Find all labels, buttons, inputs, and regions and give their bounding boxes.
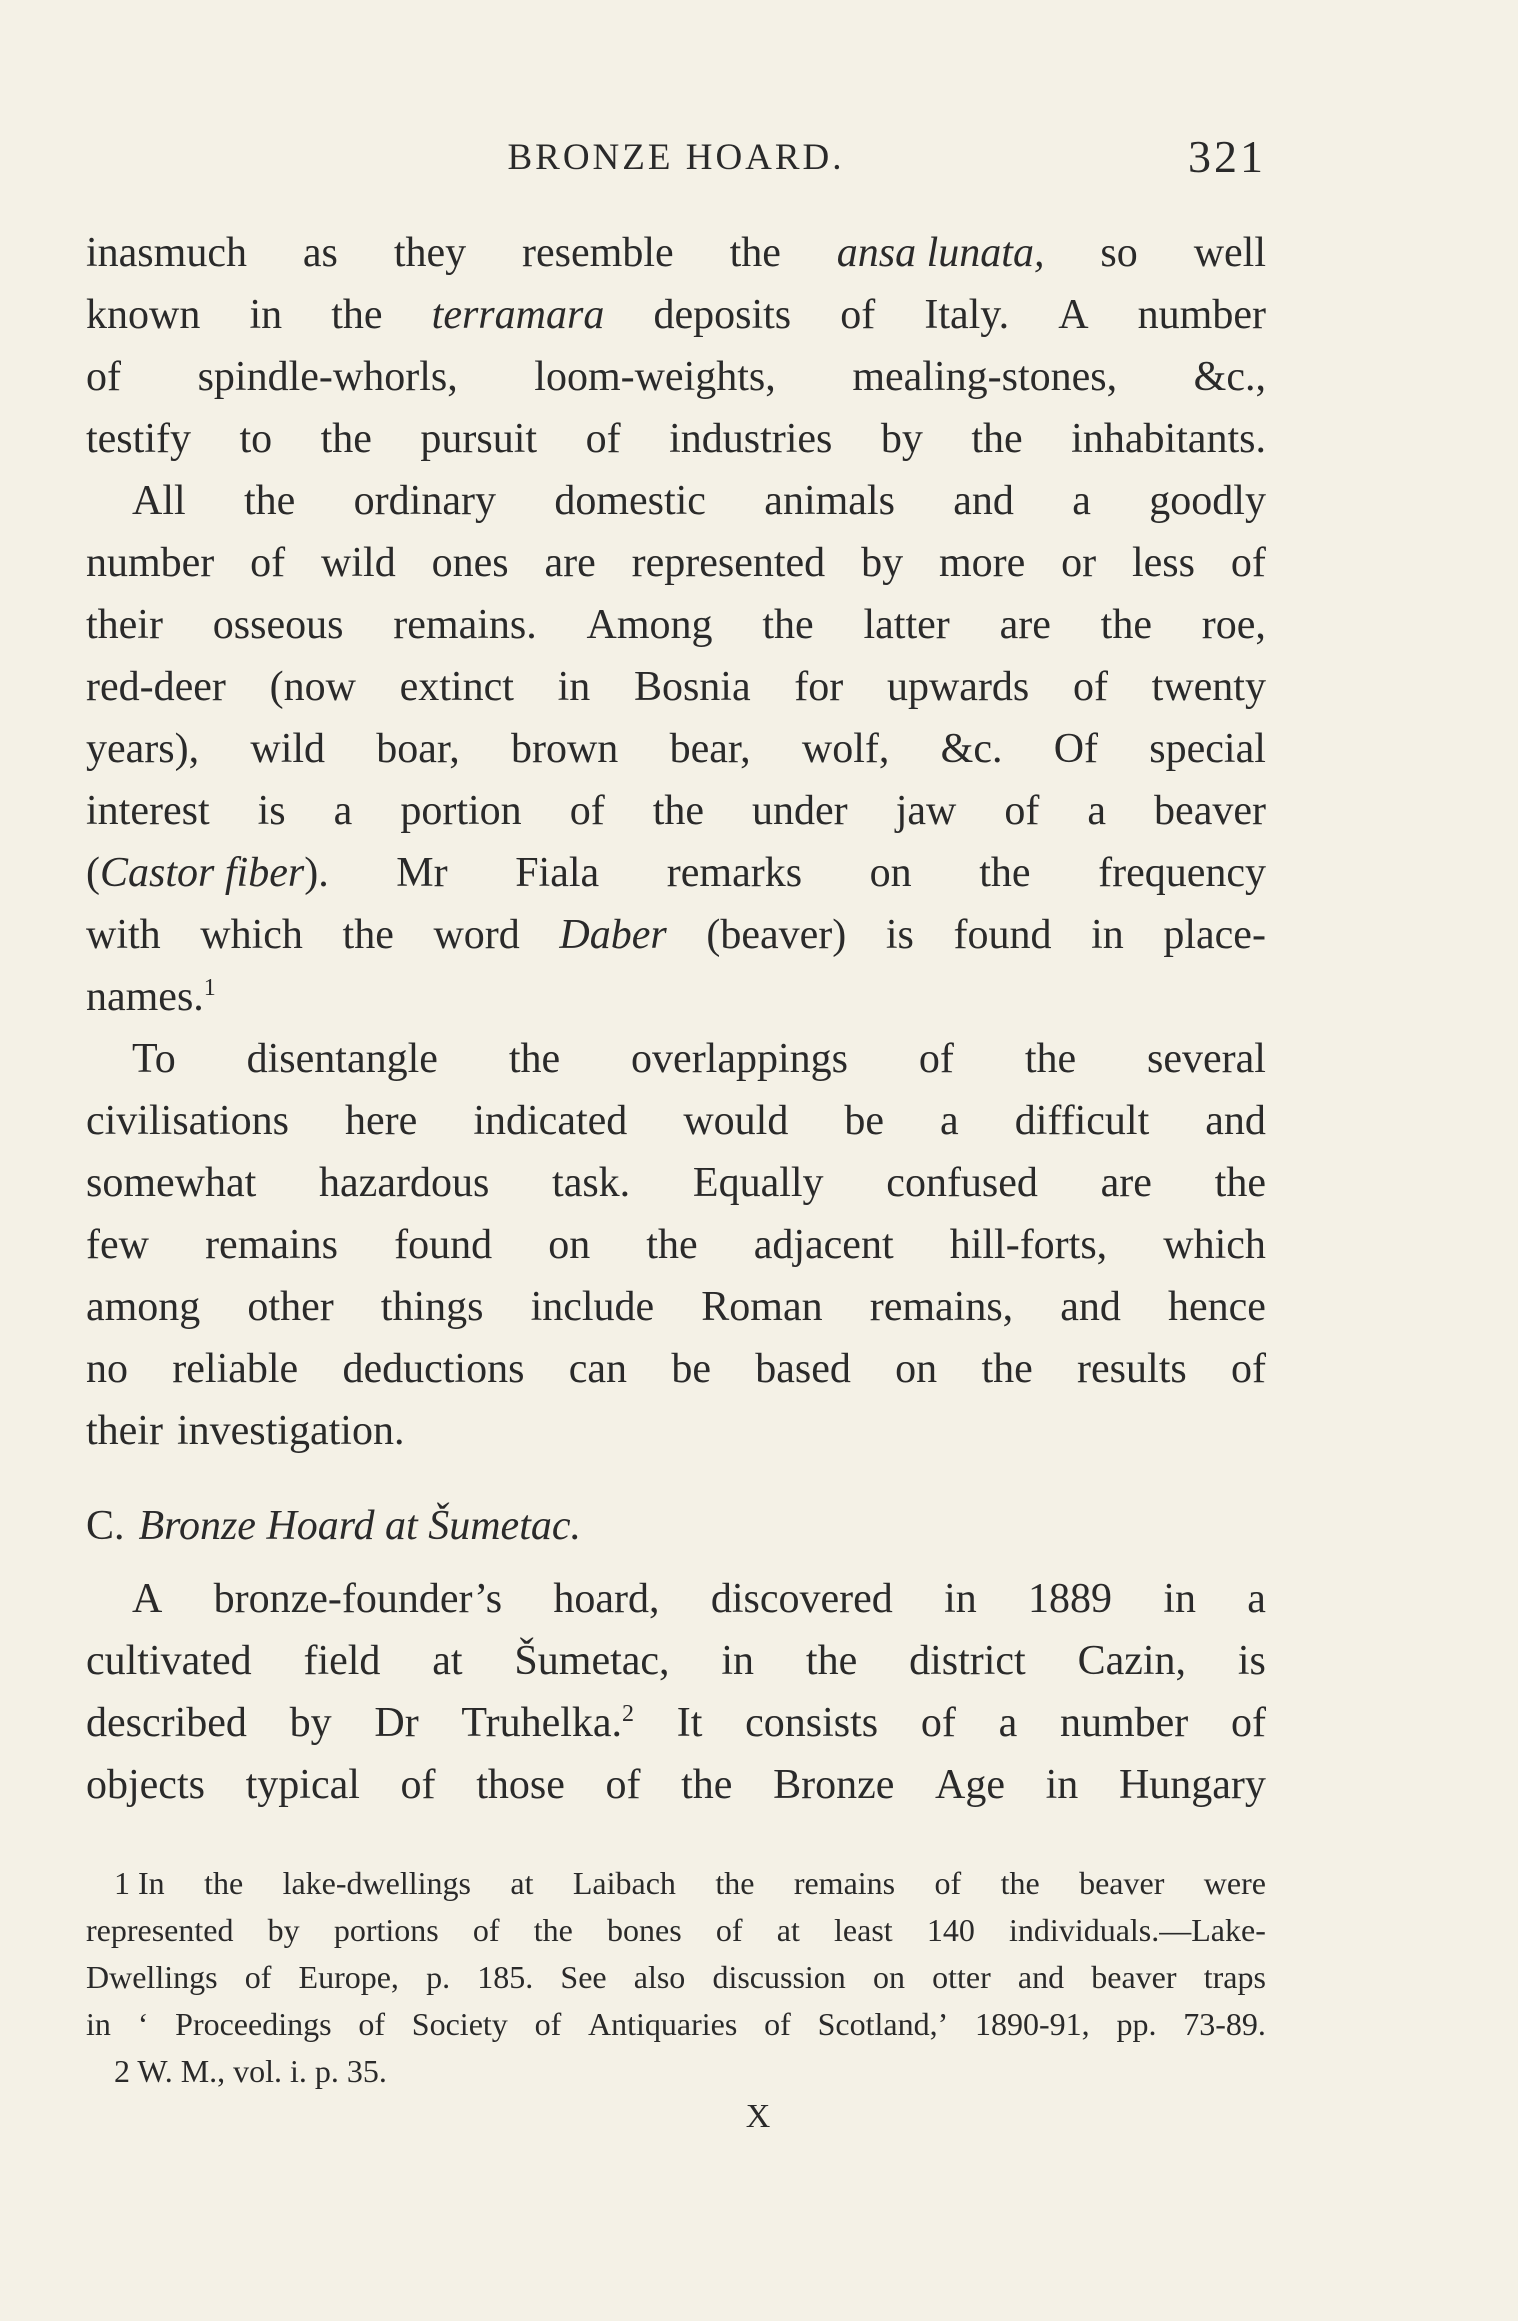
- word: results: [1077, 1346, 1187, 1392]
- word: osseous: [212, 602, 344, 648]
- word: of: [86, 354, 121, 400]
- paragraph2-line: [86, 842, 1266, 904]
- word: the: [805, 1638, 858, 1684]
- word: of: [1004, 788, 1040, 834]
- word: in: [557, 664, 591, 710]
- word: remains: [205, 1222, 339, 1268]
- word: a: [1072, 478, 1091, 524]
- word: Antiquaries: [588, 2006, 738, 2042]
- body-text: [86, 222, 1266, 1816]
- word: somewhat: [86, 1160, 257, 1206]
- footnotes: [86, 1860, 1266, 2095]
- word: extinct: [399, 664, 514, 710]
- running-header: [86, 130, 1266, 190]
- word: of: [1230, 1700, 1266, 1746]
- word: among: [86, 1284, 201, 1330]
- paragraph1-line: [86, 284, 1266, 346]
- word: Of: [1053, 726, 1099, 772]
- word: remains: [793, 1865, 896, 1901]
- word: the: [971, 416, 1023, 462]
- word: industries: [669, 416, 833, 462]
- word: remains,: [869, 1284, 1014, 1330]
- paragraph2-line: [86, 470, 1266, 532]
- word: animals: [764, 478, 895, 524]
- word: individuals.—Lake-: [1009, 1912, 1266, 1948]
- word: at: [432, 1638, 463, 1684]
- word: the: [204, 1865, 244, 1901]
- word: Scotland,’: [817, 2006, 949, 2042]
- word: district: [909, 1638, 1026, 1684]
- word: lake-dwellings: [282, 1865, 471, 1901]
- word: under: [752, 788, 848, 834]
- word: testify: [86, 416, 191, 462]
- word: the: [979, 850, 1031, 896]
- word: wolf,: [801, 726, 890, 772]
- word: wild: [250, 726, 326, 772]
- word: investigation.: [176, 1408, 405, 1454]
- paragraph3-line: [86, 1276, 1266, 1338]
- word: few: [86, 1222, 149, 1268]
- word: 185.: [477, 1959, 534, 1995]
- word: roe,: [1201, 602, 1266, 648]
- word: &c.: [940, 726, 1003, 772]
- word: (now: [269, 664, 356, 710]
- word: are: [1100, 1160, 1152, 1206]
- word: hazardous: [319, 1160, 490, 1206]
- section-title: Bronze Hoard at Šumetac.: [138, 1503, 582, 1549]
- word: word: [433, 912, 520, 958]
- word: frequency: [1098, 850, 1266, 896]
- footnotes-line: [86, 2048, 1266, 2095]
- word: by: [861, 540, 904, 586]
- word: the: [1214, 1160, 1266, 1206]
- footnotes-line: [86, 1954, 1266, 2001]
- running-title: BRONZE HOARD.: [507, 137, 845, 178]
- word: and: [1205, 1098, 1266, 1144]
- word: twenty: [1151, 664, 1266, 710]
- word: pp.: [1116, 2006, 1157, 2042]
- paragraph4-line: [86, 1754, 1266, 1816]
- word: less: [1131, 540, 1195, 586]
- word: of: [934, 1865, 962, 1901]
- word: they: [393, 230, 467, 276]
- paragraph4-line: [86, 1630, 1266, 1692]
- word: deposits: [653, 292, 792, 338]
- word: can: [568, 1346, 628, 1392]
- word: on: [869, 850, 912, 896]
- word: on: [895, 1346, 938, 1392]
- word: by: [880, 416, 923, 462]
- word: bones: [607, 1912, 682, 1948]
- word: known: [86, 292, 201, 338]
- word: mealing-stones,: [852, 354, 1118, 400]
- word: would: [683, 1098, 789, 1144]
- word: and: [1017, 1959, 1065, 1995]
- word: the: [681, 1762, 733, 1808]
- word: indicated: [473, 1098, 628, 1144]
- word: were: [1203, 1865, 1266, 1901]
- word: red-deer: [86, 664, 226, 710]
- word: of: [585, 416, 621, 462]
- word: jaw: [895, 788, 957, 834]
- word: brown: [510, 726, 619, 772]
- paragraph3-line: [86, 1214, 1266, 1276]
- word: in: [944, 1576, 977, 1622]
- paragraph2-line: [86, 718, 1266, 780]
- word: A: [1058, 292, 1089, 338]
- word: names.$^1$: [86, 974, 216, 1020]
- word: are: [544, 540, 596, 586]
- paragraph3-line: [86, 1028, 1266, 1090]
- word: at: [776, 1912, 800, 1948]
- word: the: [762, 602, 814, 648]
- word: To: [132, 1036, 176, 1082]
- paragraph-2: [86, 470, 1266, 1028]
- footnotes-line: [86, 1907, 1266, 1954]
- word: Truhelka.$^2$: [461, 1700, 635, 1746]
- word: on: [872, 1959, 905, 1995]
- word: no: [86, 1346, 128, 1392]
- paragraph2-line: [86, 594, 1266, 656]
- word: 140: [926, 1912, 975, 1948]
- word: years),: [86, 726, 200, 772]
- word: Proceedings: [175, 2006, 332, 2042]
- word: Šumetac,: [514, 1638, 670, 1684]
- word: found: [394, 1222, 493, 1268]
- word: number: [86, 540, 215, 586]
- signature-mark: X: [745, 2098, 773, 2135]
- word: of: [918, 1036, 954, 1082]
- word: is: [885, 912, 914, 958]
- word: the: [244, 478, 296, 524]
- word: well: [1193, 230, 1266, 276]
- word: consists: [745, 1700, 879, 1746]
- paragraph1-line: [86, 222, 1266, 284]
- word: by: [289, 1700, 332, 1746]
- word: the: [1024, 1036, 1077, 1082]
- word: Cazin,: [1077, 1638, 1187, 1684]
- page-number: 321: [1188, 131, 1266, 182]
- paragraph2-line: [86, 656, 1266, 718]
- word: of: [400, 1762, 436, 1808]
- word: to: [239, 416, 273, 462]
- word: the: [331, 292, 383, 338]
- word: field: [303, 1638, 381, 1684]
- word: Hungary: [1118, 1762, 1266, 1808]
- word: latter: [863, 602, 950, 648]
- word: wild: [321, 540, 396, 586]
- word: a: [1247, 1576, 1266, 1622]
- word: those: [476, 1762, 565, 1808]
- word: discussion: [712, 1959, 846, 1995]
- word: in: [1163, 1576, 1196, 1622]
- word: of: [472, 1912, 500, 1948]
- word: hill-forts,: [949, 1222, 1108, 1268]
- word: bronze-founder’s: [213, 1576, 503, 1622]
- word: place-: [1163, 912, 1266, 958]
- word: goodly: [1149, 478, 1266, 524]
- word: or: [1061, 540, 1097, 586]
- word: also: [633, 1959, 686, 1995]
- word: Bronze: [773, 1762, 895, 1808]
- word: Among: [586, 602, 713, 648]
- word: so: [1100, 230, 1138, 276]
- word: of: [840, 292, 876, 338]
- word: based: [755, 1346, 851, 1392]
- word: terramara: [431, 292, 605, 338]
- word: several: [1147, 1036, 1266, 1082]
- word: in: [249, 292, 283, 338]
- word: domestic: [554, 478, 706, 524]
- word: with: [86, 912, 161, 958]
- word: of: [250, 540, 286, 586]
- word: the: [342, 912, 394, 958]
- word: which: [1163, 1222, 1266, 1268]
- word: loom-weights,: [534, 354, 776, 400]
- word: Bosnia: [633, 664, 751, 710]
- word: by: [267, 1912, 300, 1948]
- word: reliable: [172, 1346, 299, 1392]
- word: here: [345, 1098, 418, 1144]
- word: of: [358, 2006, 385, 2042]
- word: of: [1072, 664, 1108, 710]
- word: a: [333, 788, 353, 834]
- word: p.: [426, 1959, 451, 1995]
- word: a: [1087, 788, 1107, 834]
- word: other: [247, 1284, 334, 1330]
- word: Roman: [701, 1284, 823, 1330]
- word: adjacent: [753, 1222, 894, 1268]
- word: inhabitants.: [1071, 416, 1266, 462]
- word: the: [1000, 1865, 1040, 1901]
- paragraph1-line: [86, 346, 1266, 408]
- word: otter: [932, 1959, 991, 1995]
- word: cultivated: [86, 1638, 252, 1684]
- word: portion: [400, 788, 522, 834]
- word: Fiala: [515, 850, 600, 896]
- word: is: [257, 788, 286, 834]
- word: beaver: [1154, 788, 1266, 834]
- word: of: [605, 1762, 641, 1808]
- word: of: [244, 1959, 272, 1995]
- word: 2 W. M., vol. i. p. 35.: [114, 2053, 387, 2089]
- word: in: [1091, 912, 1124, 958]
- word: ansa lunata,: [836, 230, 1045, 276]
- word: Laibach: [572, 1865, 676, 1901]
- word: are: [999, 602, 1051, 648]
- paragraph3-line: [86, 1090, 1266, 1152]
- word: Society: [411, 2006, 508, 2042]
- word: of: [1230, 1346, 1266, 1392]
- word: beaver: [1079, 1865, 1165, 1901]
- paragraph2-line: [86, 532, 1266, 594]
- word: remains.: [393, 602, 537, 648]
- word: special: [1149, 726, 1266, 772]
- word: ordinary: [353, 478, 496, 524]
- word: of: [920, 1700, 956, 1746]
- word: which: [200, 912, 303, 958]
- word: See: [560, 1959, 607, 1995]
- word: hence: [1168, 1284, 1266, 1330]
- word: disentangle: [246, 1036, 438, 1082]
- word: traps: [1203, 1959, 1266, 1995]
- word: Equally: [692, 1160, 824, 1206]
- paragraph2-line: [86, 780, 1266, 842]
- paragraph2-line: [86, 966, 1266, 1028]
- paragraph-3: [86, 1028, 1266, 1462]
- word: in: [86, 2006, 111, 2042]
- word: hoard,: [553, 1576, 660, 1622]
- word: and: [953, 478, 1014, 524]
- word: spindle-whorls,: [197, 354, 458, 400]
- word: confused: [886, 1160, 1038, 1206]
- word: the: [652, 788, 705, 834]
- paragraph4-line: [86, 1568, 1266, 1630]
- word: things: [380, 1284, 484, 1330]
- word: of: [764, 2006, 791, 2042]
- word: of: [1230, 540, 1266, 586]
- word: be: [671, 1346, 711, 1392]
- word: (Castor fiber).: [86, 850, 329, 896]
- word: discovered: [710, 1576, 893, 1622]
- word: and: [1060, 1284, 1121, 1330]
- word: civilisations: [86, 1098, 289, 1144]
- word: is: [1237, 1638, 1266, 1684]
- paragraph3-line: [86, 1338, 1266, 1400]
- word: (beaver): [706, 912, 847, 958]
- word: difficult: [1014, 1098, 1150, 1144]
- word: of: [569, 788, 605, 834]
- word: upwards: [886, 664, 1030, 710]
- word: &c.,: [1193, 354, 1266, 400]
- word: 1890-91,: [975, 2006, 1090, 2042]
- word: Age: [935, 1762, 1005, 1808]
- word: of: [715, 1912, 743, 1948]
- word: represented: [631, 540, 826, 586]
- word: on: [548, 1222, 591, 1268]
- word: number: [1059, 1700, 1189, 1746]
- word: remarks: [666, 850, 803, 896]
- word: overlappings: [631, 1036, 848, 1082]
- word: ones: [431, 540, 509, 586]
- paragraph-4: [86, 1568, 1266, 1816]
- word: All: [132, 478, 186, 524]
- word: the: [729, 230, 781, 276]
- word: interest: [86, 788, 210, 834]
- word: objects: [86, 1762, 205, 1808]
- word: the: [646, 1222, 698, 1268]
- footnotes-line: [86, 1860, 1266, 1907]
- paragraph1-line: [86, 408, 1266, 470]
- word: typical: [245, 1762, 360, 1808]
- section-heading: [86, 1484, 1266, 1568]
- word: in: [1045, 1762, 1079, 1808]
- word: 1889: [1028, 1576, 1113, 1622]
- word: described: [86, 1700, 247, 1746]
- paragraph4-line: [86, 1692, 1266, 1754]
- word: portions: [333, 1912, 439, 1948]
- word: be: [844, 1098, 884, 1144]
- word: Italy.: [924, 292, 1010, 338]
- word: Dwellings: [86, 1959, 218, 1995]
- word: number: [1137, 292, 1266, 338]
- word: their: [86, 602, 163, 648]
- word: deductions: [342, 1346, 525, 1392]
- word: more: [938, 540, 1026, 586]
- word: resemble: [522, 230, 674, 276]
- word: the: [508, 1036, 561, 1082]
- word: their: [86, 1408, 163, 1454]
- word: the: [981, 1346, 1033, 1392]
- word: 1 In: [114, 1865, 165, 1901]
- word: least: [834, 1912, 893, 1948]
- paragraph-1: [86, 222, 1266, 470]
- paragraph3-line: [86, 1400, 1266, 1462]
- word: Dr: [374, 1700, 419, 1746]
- paragraph2-line: [86, 904, 1266, 966]
- word: pursuit: [420, 416, 538, 462]
- word: 73-89.: [1183, 2006, 1266, 2042]
- word: of: [534, 2006, 562, 2042]
- word: Daber: [559, 912, 667, 958]
- word: boar,: [376, 726, 460, 772]
- word: task.: [552, 1160, 631, 1206]
- word: ‘: [137, 2006, 149, 2042]
- word: in: [721, 1638, 755, 1684]
- word: at: [510, 1865, 534, 1901]
- word: A: [132, 1576, 163, 1622]
- paragraph3-line: [86, 1152, 1266, 1214]
- section-label: C.: [86, 1503, 125, 1549]
- word: the: [715, 1865, 755, 1901]
- word: Mr: [396, 850, 448, 896]
- word: for: [794, 664, 844, 710]
- word: found: [953, 912, 1052, 958]
- word: the: [320, 416, 372, 462]
- word: include: [530, 1284, 655, 1330]
- footnotes-line: [86, 2001, 1266, 2048]
- word: a: [998, 1700, 1018, 1746]
- word: the: [533, 1912, 573, 1948]
- word: represented: [86, 1912, 234, 1948]
- word: beaver: [1091, 1959, 1177, 1995]
- word: bear,: [669, 726, 751, 772]
- word: a: [940, 1098, 959, 1144]
- word: the: [1100, 602, 1152, 648]
- word: Europe,: [298, 1959, 399, 1995]
- word: inasmuch: [86, 230, 247, 276]
- word: as: [302, 230, 338, 276]
- word: It: [676, 1700, 703, 1746]
